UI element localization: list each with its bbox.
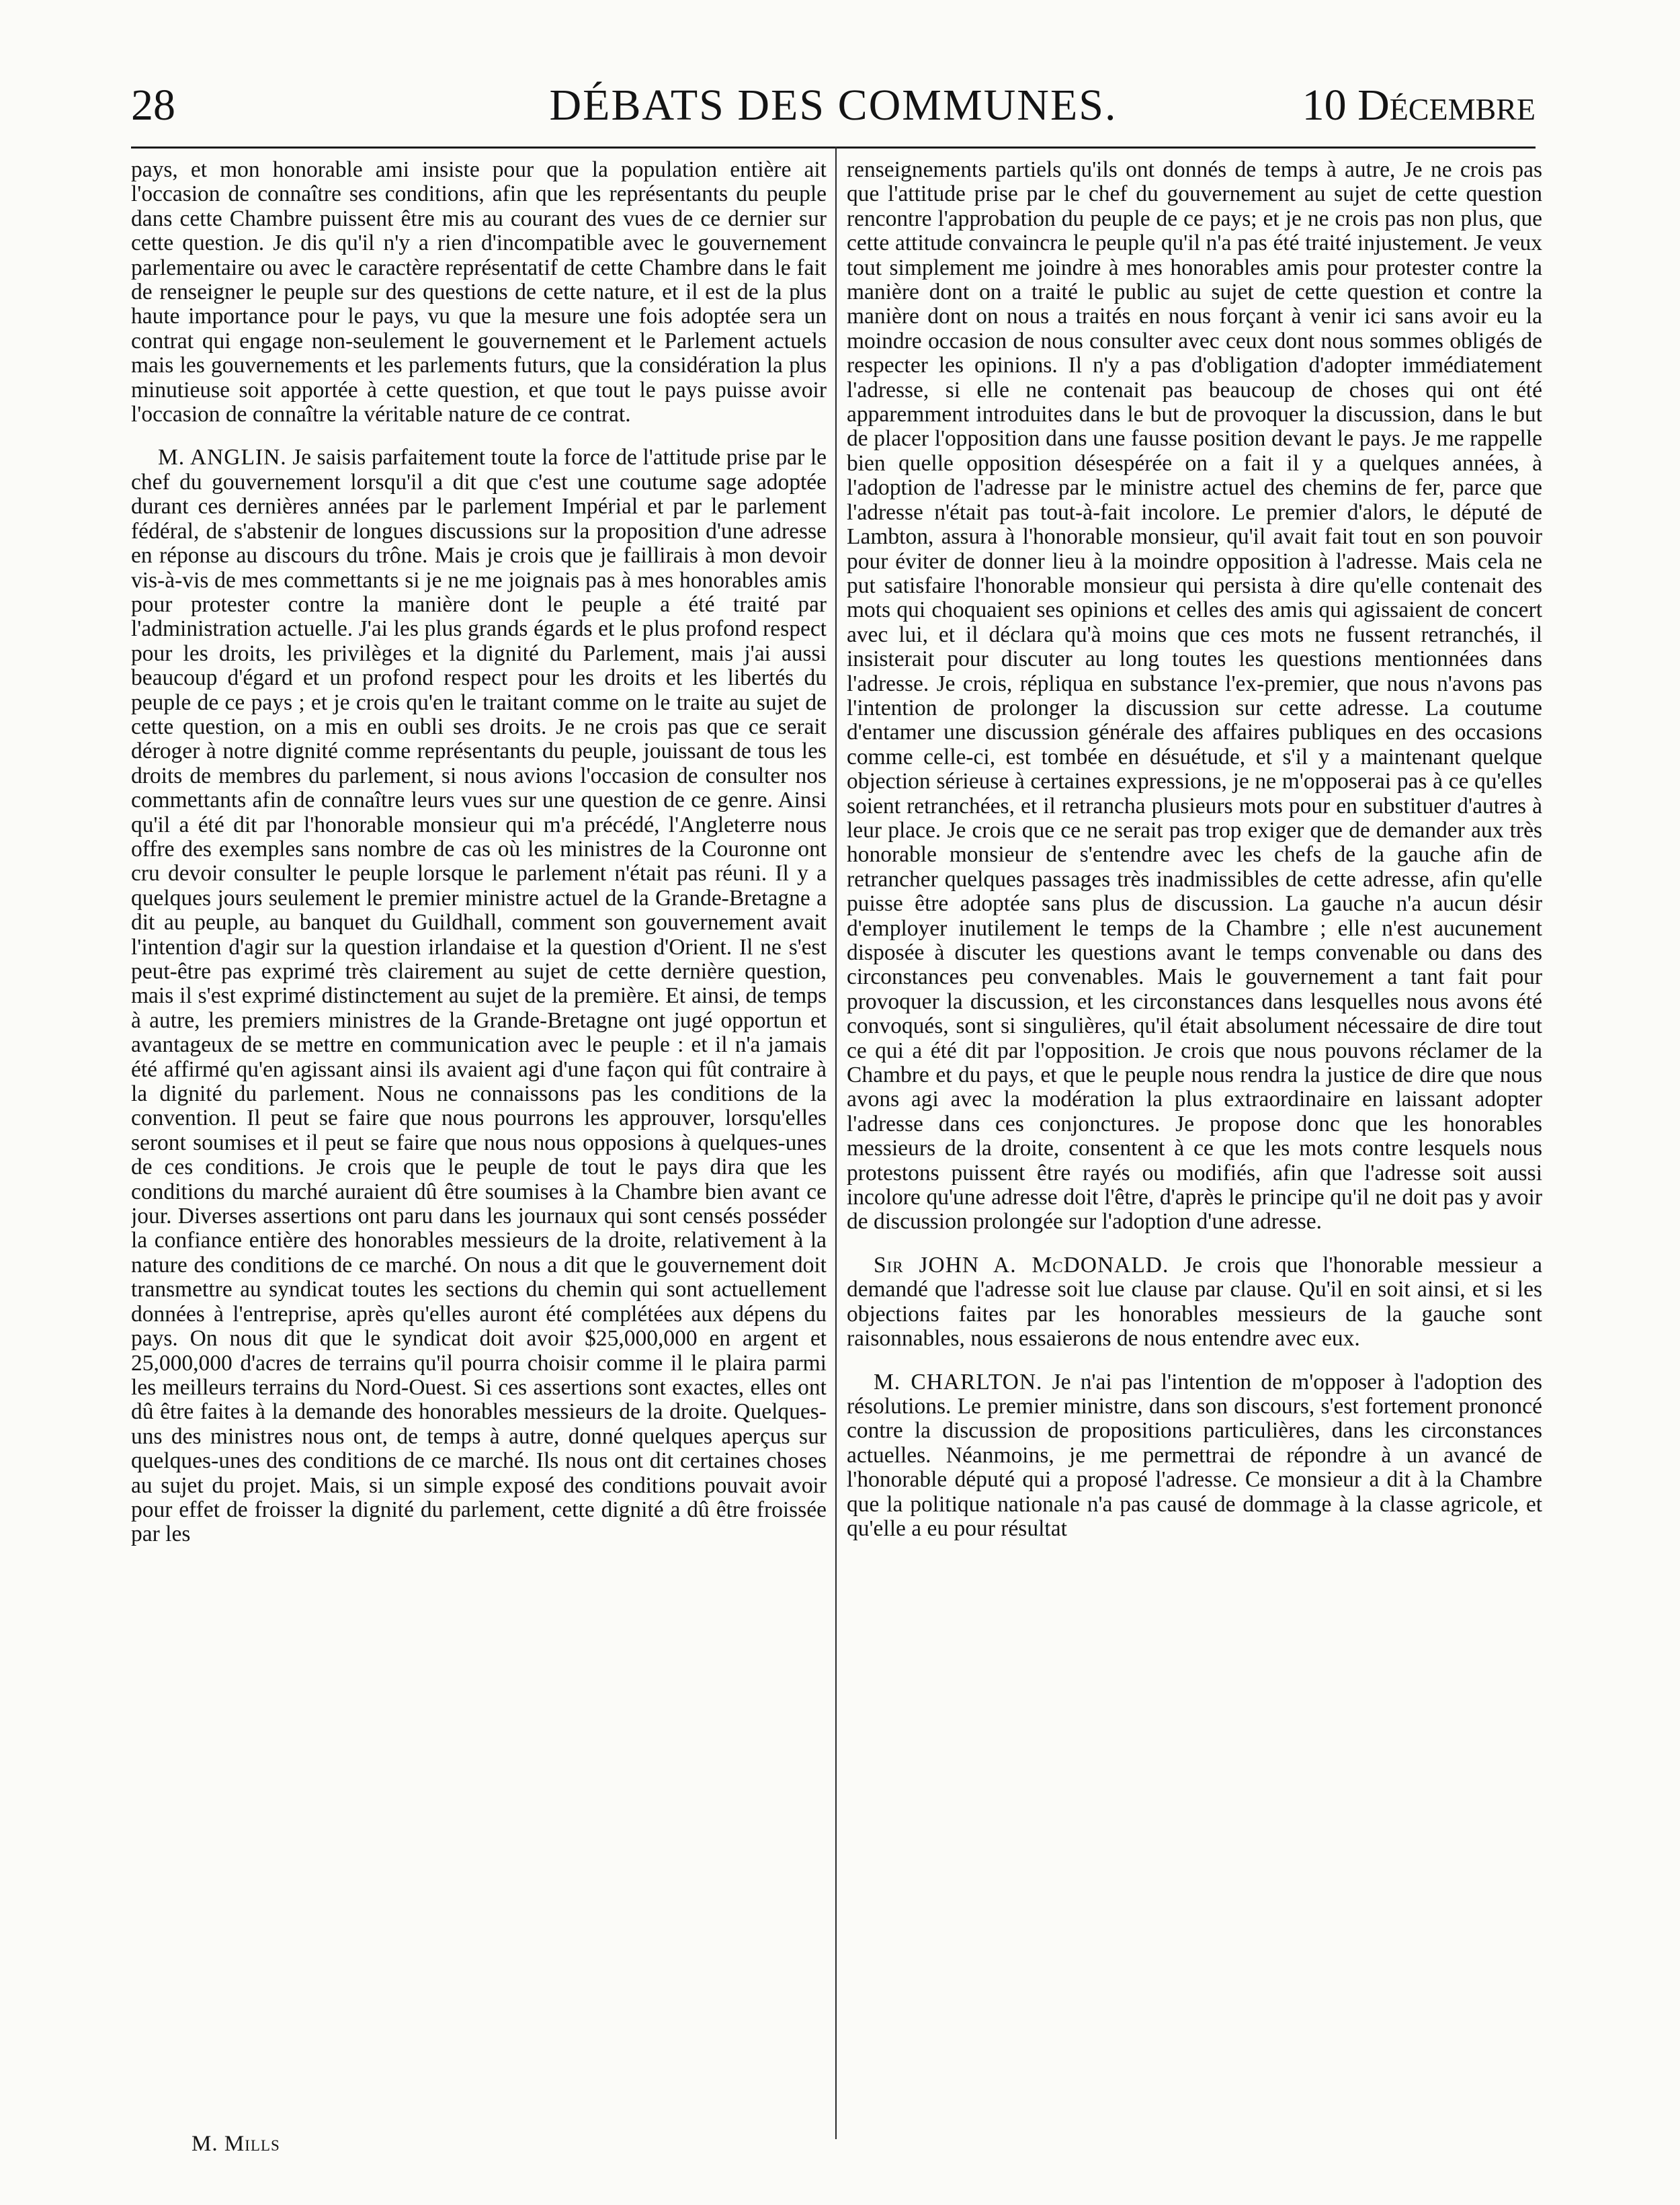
header-date: 10 Décembre bbox=[1302, 81, 1536, 130]
paragraph-text: renseignements partiels qu'ils ont donnés de temps à autre, Je ne crois pas que l'attitude prise par le chef du gouvernement au sujet de cette question rencontre l'approbation du peuple de ce pays; et je ne crois pas non plus, que cette attitude convaincra le peuple qu'il n'a pas été traité injustement. Je veux tout simplement me joindre à mes honorables amis pour protester contre la manière dont on a traité le public au sujet de cette question et contre la manière dont on nous a traités en nous forçant à venir ici sans avoir eu la moindre occasion de nous consulter avec ceux dont nous sommes obligés de respecter les opinions. Il n'y a pas d'obligation d'adopter immédiatement l'adresse, si elle ne contenait pas beaucoup de choses qui ont été apparemment introduites dans le but de provoquer la discussion, dans le but de placer l'opposition dans une fausse position devant le pays. Je me rappelle bien quelle opposition désespérée on a fait il y a quelques années, à l'adoption de l'adresse par le ministre actuel des chemins de fer, parce que l'adresse n'était pas tout-à-fait incolore. Le premier d'alors, le député de Lambton, assura à l'honorable monsieur, qu'il avait fait tout en son pouvoir pour éviter de donner lieu à la moindre opposition à l'adresse. Mais cela ne put satisfaire l'honorable monsieur qui persista à dire qu'elle contenait des mots qui choquaient ses opinions et celles des amis qui agissaient de concert avec lui, et il déclara qu'à moins que ces mots ne fussent retranchés, il insisterait pour discuter au long toutes les questions mentionnées dans l'adresse. Je crois, répliqua en substance l'ex-premier, que nous n'avons pas l'intention de prolonger la discussion sur cette adresse. La coutume d'entamer une discussion générale des affaires publiques en des occasions comme celle-ci, est tombée en désuétude, et s'il y a maintenant quelque objection sérieuse à certaines expressions, je ne m'opposerai pas à ce qu'elles soient retranchées, et il retrancha plusieurs mots pour en substituer d'autres à leur place. Je crois que ce ne serait pas trop exiger que de demander aux très honorable monsieur de s'entendre avec les chefs de la gauche afin de retrancher quelques passages très inadmissibles de cette adresse, afin qu'elle puisse être adoptée sans plus de discussion. La gauche n'a aucun désir d'employer inutilement le temps de la Chambre ; elle n'est aucunement disposée à discuter les questions avant le temps convenable ou dans des circonstances peu convenables. Mais le gouvernement a tant fait pour provoquer la discussion, et les circonstances dans lesquelles nous avons été convoqués, sont si singulières, qu'il était absolument nécessaire de dire tout ce qui a été dit par l'opposition. Je crois que nous pouvons réclamer de la Chambre et du pays, et que le peuple nous rendra la justice de dire que nous avons agi avec la modération la plus extraordinaire en laissant adopter l'adresse dans ces conjonctures. Je propose donc que les honorables messieurs de la droite, consentent à ce que les mots contre lesquels nous protestons puissent être rayés ou modifiés, afin que l'adresse soit aussi incolore qu'une adresse doit l'être, d'après le principe qu'il ne doit pas y avoir de discussion prolongée sur l'adoption d'une adresse. bbox=[847, 158, 1542, 1235]
header-rule bbox=[131, 147, 1536, 149]
right-column bbox=[847, 158, 1542, 2154]
paragraph bbox=[131, 158, 827, 427]
paragraph-text: Je crois que l'honorable messieur a demandé que l'adresse soit lue clause par clause. Qu'il en soit ainsi, et si les objections faites par les honorables messieurs de la gauche sont raisonnables, nous essaierons de nous entendre avec eux. bbox=[847, 1252, 1542, 1351]
left-column bbox=[131, 158, 827, 2154]
footer-signature: M. Mills bbox=[192, 2132, 280, 2156]
page-header bbox=[131, 75, 1536, 142]
speaker-name: Sir JOHN A. McDONALD. bbox=[874, 1252, 1169, 1278]
speaker-name: M. ANGLIN. bbox=[158, 445, 287, 470]
paragraph bbox=[847, 1253, 1542, 1351]
page-number: 28 bbox=[131, 81, 175, 130]
paragraph bbox=[131, 446, 827, 1546]
column-divider bbox=[835, 147, 837, 2139]
paragraph-text: pays, et mon honorable ami insiste pour que la population entière ait l'occasion de connaître ses conditions, afin que les représentants du peuple dans cette Chambre puissent être mis au courant des vues de ce dernier sur cette question. Je dis qu'il n'y a rien d'incompatible avec le gouvernement parlementaire ou avec le caractère représentatif de cette Chambre dans le fait de renseigner le peuple sur des questions de cette nature, et il est de la plus haute importance pour le pays, vu que la mesure une fois adoptée sera un contrat qui engage non-seulement le gouvernement et le Parlement actuels mais les gouvernements et les parlements futurs, que la considération la plus minutieuse soit apportée à cette question, et que tout le pays puisse avoir l'occasion de connaître la véritable nature de ce contrat. bbox=[131, 158, 827, 427]
paragraph bbox=[847, 1370, 1542, 1542]
running-title: DÉBATS DES COMMUNES. bbox=[549, 81, 1118, 130]
paragraph-text: Je n'ai pas l'intention de m'opposer à l'adoption des résolutions. Le premier ministre, dans son discours, s'est fortement prononcé contre la discussion de propositions particulières, dans les circonstances actuelles. Néanmoins, je me permettrai de répondre à un avancé de l'honorable député qui a proposé l'adresse. Ce monsieur a dit à la Chambre que la politique nationale n'a pas causé de dommage à la classe agricole, et qu'elle a eu pour résultat bbox=[847, 1369, 1542, 1541]
speaker-name: M. CHARLTON. bbox=[874, 1369, 1043, 1395]
paragraph bbox=[847, 158, 1542, 1235]
paragraph-text: Je saisis parfaitement toute la force de l'attitude prise par le chef du gouvernement lorsqu'il a dit que c'est une coutume sage adoptée durant ces dernières années par le parlement Impérial et par le parlement fédéral, de s'abstenir de longues discussions sur la proposition d'une adresse en réponse au discours du trône. Mais je crois que je faillirais à mon devoir vis-à-vis de mes commettants si je ne me joignais pas à mes honorables amis pour protester contre la manière dont le peuple a été traité par l'administration actuelle. J'ai les plus grands égards et le plus profond respect pour les droits, les privilèges et la dignité du Parlement, mais j'ai aussi beaucoup d'égard et un profond respect pour les droits et les libertés du peuple de ce pays ; et je crois qu'en le traitant comme on le traite au sujet de cette question, on a mis en oubli ses droits. Je ne crois pas que ce serait déroger à notre dignité comme représentants du peuple, jouissant de tous les droits de membres du parlement, si nous avions l'occasion de consulter nos commettants afin de connaître leurs vues sur une question de ce genre. Ainsi qu'il a été dit par l'honorable monsieur qui m'a précédé, l'Angleterre nous offre des exemples sans nombre de cas où les ministres de la Couronne ont cru devoir consulter le peuple lorsque le parlement n'était pas réuni. Il y a quelques jours seulement le premier ministre actuel de la Grande-Bretagne a dit au peuple, au banquet du Guildhall, comment son gouvernement avait l'intention d'agir sur la question irlandaise et la question d'Orient. Il ne s'est peut-être pas exprimé très clairement au sujet de cette dernière question, mais il s'est exprimé distinctement au sujet de la première. Et ainsi, de temps à autre, les premiers ministres de la Grande-Bretagne ont jugé opportun et avantageux de se mettre en communication avec le peuple : et il n'a jamais été affirmé qu'en agissant ainsi ils avaient agi d'une façon qui fût contraire à la dignité du parlement. Nous ne connaissons pas les conditions de la convention. Il peut se faire que nous pourrons les approuver, lorsqu'elles seront soumises et il peut se faire que nous nous opposions à quelques-unes de ces conditions. Je crois que le peuple de tout le pays dira que les conditions du marché auraient dû être soumises à la Chambre bien avant ce jour. Diverses assertions ont paru dans les journaux qui sont censés posséder la confiance entière des honorables messieurs de la droite, relativement à la nature des conditions de ce marché. On nous a dit que le gouvernement doit transmettre au syndicat toutes les sections du chemin qui sont actuellement données à l'entreprise, après qu'elles auront été complétées aux dépens du pays. On nous dit que le syndicat doit avoir $25,000,000 en argent et 25,000,000 d'acres de terrains qu'il pourra choisir comme il le plaira parmi les meilleurs terrains du Nord-Ouest. Si ces assertions sont exactes, elles ont dû être faites à la demande des honorables messieurs de la droite. Quelques-uns des ministres nous ont, de temps à autre, donné quelques aperçus sur quelques-unes des conditions de ce marché. Ils nous ont dit certaines choses au sujet du projet. Mais, si un simple exposé des conditions pouvait avoir pour effet de froisser la dignité du parlement, cette dignité a dû être froissée par les bbox=[131, 445, 827, 1547]
